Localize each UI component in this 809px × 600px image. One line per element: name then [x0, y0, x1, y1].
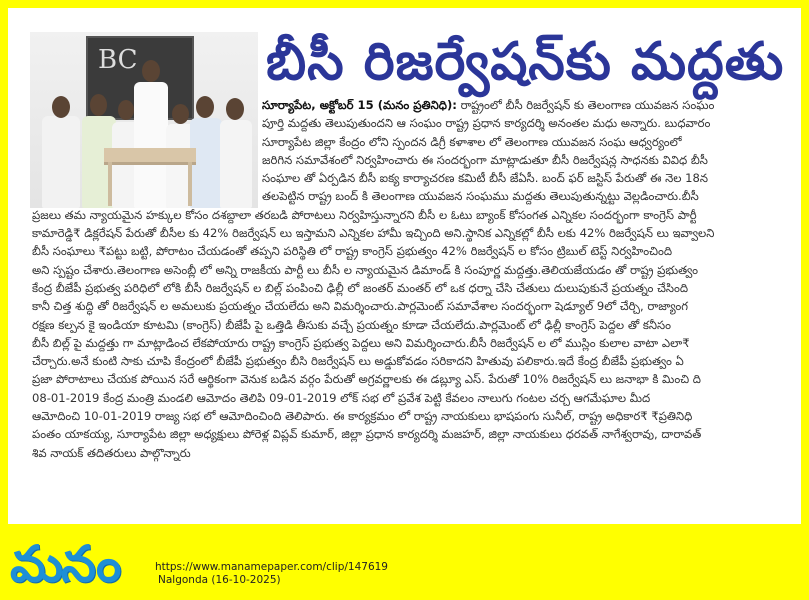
article-line: ప్రజా పోరాటాలు చేయక పోయిన సరే ఆర్థికంగా వెనుక బడిన వర్గం పేరుతో అగ్రవర్ణాలకు ఈ డబ్ల్యూ ఎస్. పేరుతో 10% రిజర్వేషన్ లు జనాభా కి మించి ది: [32, 372, 701, 387]
article-headline: బీసీ రిజర్వేషన్‌కు మద్దతు: [266, 32, 785, 92]
article-line: ఆమోదించి 10-01-2019 రాజ్య సభ లో ఆమోదించింది తెలిపారు. ఈ కార్యక్రమం లో రాష్ట్ర నాయకులు భాషపంగు సునీల్, రాష్ట్ర అధికార₹ ₹ప్రతినిధి: [32, 409, 693, 424]
article-dateline: సూర్యాపేట, అక్టోబర్ 15 (మనం ప్రతినిధి):: [262, 98, 457, 112]
article-line: కేంద్ర బీజేపీ ప్రభుత్వ పరిధిలో లోకి బీసీ రిజర్వేషన్ ల బిల్ల్ పంపించి ఢిల్లీ లో జంతర్ మంతర్ లో ఒక ధర్నా చేసి చేతులు దులుపుకునే ప్రయత్నం చేసింది: [32, 280, 689, 295]
article-line: తలపెట్టిన రాష్ట్ర బంద్ కి తెలంగాణ యువజన సంఘము మద్దతు తెలుపుతున్నట్టు వెల్లడించారు.బీసీ: [262, 189, 699, 204]
article-line: సూర్యాపేట జిల్లా కేంద్రం లోని స్పందన డిగ్రీ కళాశాల లో తెలంగాణ యువజన సంఘ ఆధ్వర్యంలో: [262, 134, 682, 149]
article-line: బీసీ సంఘాలు ₹పట్టు బట్టి, పోరాటం చేయడంతో తప్పని పరిస్థితి లో రాష్ట్ర కాంగ్రెస్ ప్రభుత్వం 42% రిజర్వేషన్ ల కోసం ట్రిబుల్ టెస్ట్ నిర్వహించింది: [32, 244, 673, 259]
edition-label: Nalgonda (16-10-2025): [158, 574, 281, 586]
clip-url-link[interactable]: https://www.manamepaper.com/clip/147619: [155, 561, 388, 573]
article-line: సూర్యాపేట, అక్టోబర్ 15 (మనం ప్రతినిధి): రాష్ట్రంలో బీసీ రిజర్వేషన్ కు తెలంగాణ యువజన సంఘం: [262, 98, 715, 112]
article-line: పంతం యాకయ్య, సూర్యాపేట జిల్లా అధ్యక్షులు పోరెళ్ల విప్లవ్ కుమార్, జిల్లా ప్రధాన కార్యదర్శి మజహర్, జిల్లా నాయకులు ధరవత్ నాగేశ్వరావు, దారావత్: [32, 427, 702, 442]
article-line: కామారెడ్డి₹ డిక్లరేషన్ పేరుతో బీసీల కు 42% రిజర్వేషన్ లు ఇస్తామని ఎన్నికల హామీ ఇచ్చింది అని.స్థానిక ఎన్నికల్లో బీసీ లకు 42% రిజర్వేషన్ లు ఇవ్వాలని: [32, 226, 715, 241]
article-line: అని స్పష్టం చేశారు.తెలంగాణ అసెంబ్లీ లో అన్ని రాజకీయ పార్టీ లు బీసీ ల న్యాయమైన డిమాండ్ కి సంపూర్ణ మద్దత్తు.తెలియజేయడం తో రాష్ట్ర ప్రభుత్వం: [32, 262, 698, 277]
article-line: 08-01-2019 కేంద్ర మంత్రి మండలి ఆమోదం తెలిపి 09-01-2019 లోక్ సభ లో ప్రవేశ పెట్టి కేవలం నాలుగు గంటల చర్చ ఆగమేఘాల మీద: [32, 390, 651, 405]
manam-logo: మనం: [10, 535, 120, 593]
article-line: కానీ చిత్త శుద్ధి తో రిజర్వేషన్ ల అమలుకు ప్రయత్నం చేయలేదు అని విమర్శించారు.పార్లమెంట్ సమావేశాల సందర్భంగా షెడ్యూల్ 9లో చేర్చి, రాజ్యాంగ: [32, 299, 689, 314]
article-line: సంఘాల తో ఏర్పడిన బీసీ ఐక్య కార్యాచరణ కమిటీ బీసీ జేఏసీ. బంద్ ఫర్ జస్టిస్ పేరుతో ఈ నెల 18న: [262, 171, 709, 186]
article-body: [32, 96, 794, 462]
article-line: పూర్తి మద్దతు తెలుపుతుందని ఆ సంఘం రాష్ట్ర ప్రధాన కార్యదర్శి అనంతల మధు అన్నారు. బుధవారం: [262, 116, 711, 131]
article-line: బీసీ బిల్ల్ పై మద్దత్తు గా మాట్లాడించ లేకపోయారు రాష్ట్ర కాంగ్రెస్ ప్రభుత్వ పెద్దలు అని విమర్శించారు.బీసీ రిజర్వేషన్ ల లో ముస్లిం కులాల వాటా ఎలా₹: [32, 335, 690, 350]
photo-person-head: [142, 60, 160, 82]
article-line: ప్రజలు తమ న్యాయమైన హక్కుల కోసం దశబ్దాలా తరబడి పోరాటలు నిర్వహిస్తున్నారని బీసీ ల ఓటు బ్యాంక్ కోసంగత ఎన్నికల సందర్భంగా కాంగ్రెస్ పార్టీ: [32, 207, 697, 222]
article-line: శివ నాయక్ తదితరులు పాల్గొన్నారు: [32, 445, 191, 460]
article-line: జరిగిన సమావేశంలో నిర్వహించారు ఈ సందర్భంగా మాట్లాడుతూ బీసీ రిజర్వేషన్ల సాధనకు వివిధ బీసీ: [262, 152, 708, 167]
article-line: చేర్చారు.అనే కుంటి సాకు చూపి కేంద్రంలో బీజేపీ ప్రభుత్వం బీసి రిజర్వేషన్ లు అడ్డుకోవడం సరికాదని హితువు పలికారు.ఇదే కేంద్ర బీజేపీ ప్రభుత్వం ఏ: [32, 354, 684, 369]
article-line: రక్షణ కల్పన కై ఇండియా కూటమి (కాంగ్రెస్) బీజేపీ పై ఒత్తిడి తీసుకు వచ్చే ప్రయత్నం కూడా చేయలేదు.పార్లమెంట్ లో ఢిల్లీ కాంగ్రెస్ పెద్దల తో కనీసం: [32, 317, 672, 332]
photo-blackboard: BC: [86, 36, 194, 120]
